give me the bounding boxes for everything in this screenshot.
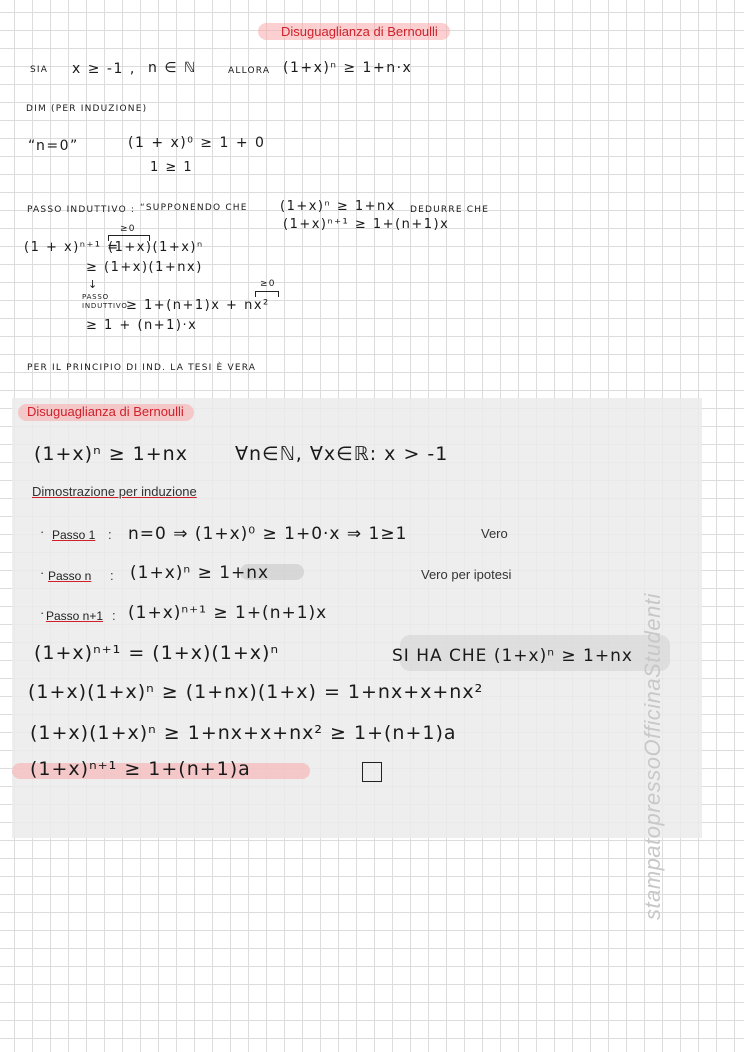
proof-line-3: (1+x)(1+x)ⁿ ≥ 1+nx+x+nx² ≥ 1+(n+1)a [30,722,457,744]
passo-induttivo-label: PASSO INDUTTIVO : [27,205,136,215]
step-2-note: Vero per ipotesi [421,567,512,582]
chain-step-4: ≥ 1 + (n+1)·x [86,318,198,333]
step-3-bullet: · [40,605,45,620]
proof-line-4: (1+x)ⁿ⁺¹ ≥ 1+(n+1)a [30,758,251,780]
chain-geq0-right: ≥0 [260,279,276,289]
watermark: stampatopressoOfficinaStudenti [640,593,665,920]
step-1-label: Passo 1 [52,528,96,542]
conclusion: PER IL PRINCIPIO DI IND. LA TESI È VERA [27,363,257,373]
statement-sia: SIA [30,65,49,75]
proof-line-1: (1+x)ⁿ⁺¹ = (1+x)(1+x)ⁿ [34,642,280,664]
dedurre-label: DEDURRE CHE [410,205,490,215]
chain-geq0-top: ≥0 [120,224,136,234]
method-title: Dimostrazione per induzione [32,484,197,499]
underbrace-right [255,291,279,297]
step-1-expr: n=0 ⇒ (1+x)⁰ ≥ 1+0·x ⇒ 1≥1 [128,524,408,544]
statement-claim: (1+x)ⁿ ≥ 1+n·x [283,60,413,76]
step-1-note: Vero [481,526,508,541]
step-1-colon: : [108,527,112,542]
proof-line-2: (1+x)(1+x)ⁿ ≥ (1+nx)(1+x) = 1+nx+x+nx² [28,681,484,703]
step-1-bullet: · [40,524,45,539]
section2-title: Disuguaglianza di Bernoulli [27,404,184,419]
chain-step-2: ≥ (1+x)(1+nx) [86,260,203,275]
statement-allora: ALLORA [228,66,271,76]
statement-cond-x: x ≥ -1 , [72,61,136,77]
passo-induttivo-small: PASSO INDUTTIVO [82,293,128,310]
step-2-expr: (1+x)ⁿ ≥ 1+nx [130,563,270,583]
step-2-bullet: · [40,565,45,580]
qed-square-icon [362,762,382,782]
step-3-colon: : [112,608,116,623]
down-arrow-icon: ↓ [88,278,99,291]
chain-step-3: ≥ 1+(n+1)x + nx² [126,298,270,313]
chain-lhs: (1 + x)ⁿ⁺¹ = [24,240,120,255]
proof-si-ha: SI HA CHE (1+x)ⁿ ≥ 1+nx [392,646,633,666]
supponendo-label: “SUPPONENDO CHE [140,203,248,213]
section2-statement: (1+x)ⁿ ≥ 1+nx [34,443,188,465]
base-line-2: 1 ≥ 1 [150,160,194,175]
section1-title: Disuguaglianza di Bernoulli [281,24,438,39]
statement-cond-n: n ∈ ℕ [148,60,197,76]
step-3-label: Passo n+1 [46,609,104,623]
base-line-1: (1 + x)⁰ ≥ 1 + 0 [128,135,266,151]
base-case-label: “n=0” [28,138,79,154]
hypothesis: (1+x)ⁿ ≥ 1+nx [280,199,396,214]
section2-quantifier: ∀n∈ℕ, ∀x∈ℝ: x > -1 [235,443,449,465]
step-3-expr: (1+x)ⁿ⁺¹ ≥ 1+(n+1)x [128,603,328,623]
chain-step-1: (1+x)(1+x)ⁿ [108,240,204,255]
step-2-label: Passo n [48,569,92,583]
thesis: (1+x)ⁿ⁺¹ ≥ 1+(n+1)x [283,217,450,232]
dim-label: DIM (PER INDUZIONE) [26,104,148,114]
step-2-colon: : [110,568,114,583]
